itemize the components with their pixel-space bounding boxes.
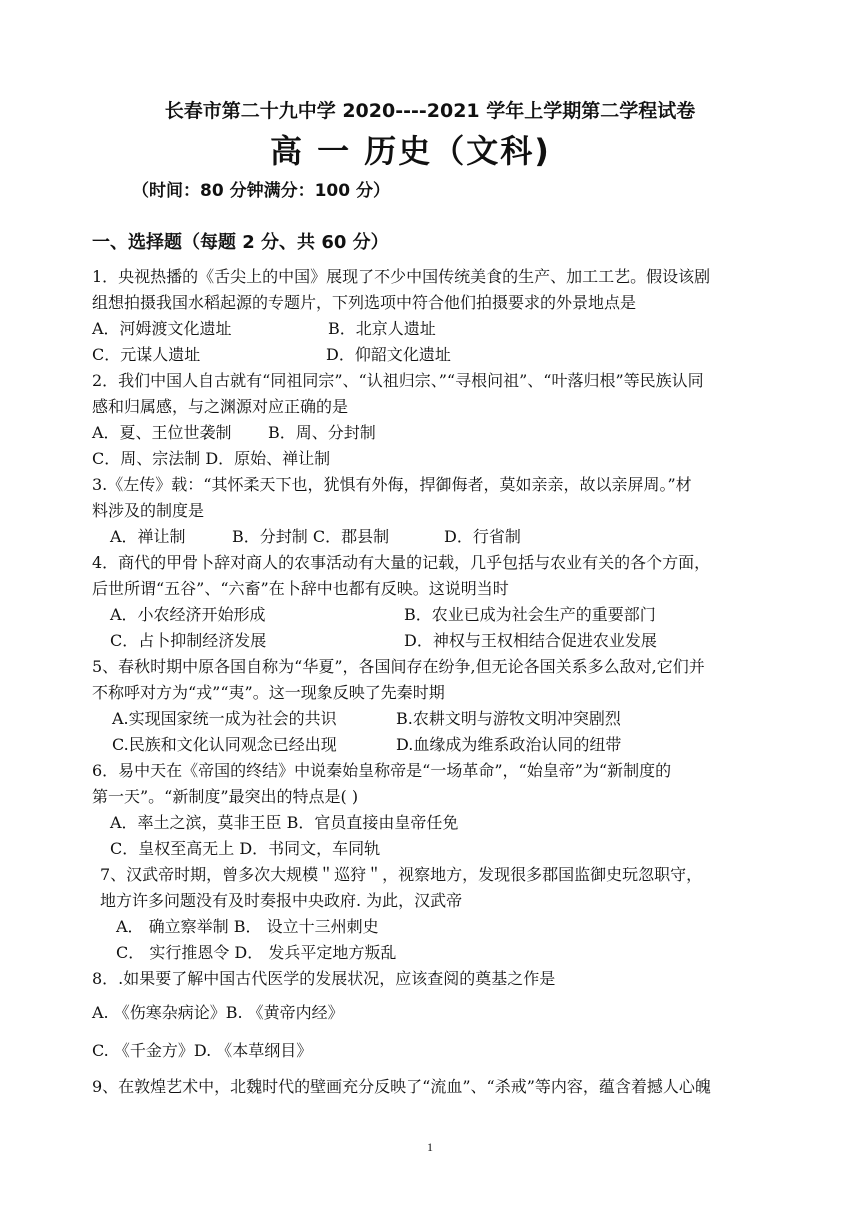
question-3-option-a: A．禅让制 [110, 527, 186, 546]
question-4-line-2: 后世所谓“五谷”、“六畜”在卜辞中也都有反映。这说明当时 [92, 579, 509, 598]
school-header: 长春市第二十九中学 2020----2021 学年上学期第二学程试卷 [164, 100, 696, 122]
question-4-option-d: D．神权与王权相结合促进农业发展 [404, 631, 657, 650]
exam-title: 高 一 历史（文科) [270, 132, 551, 170]
question-4-line-1: 4．商代的甲骨卜辞对商人的农事活动有大量的记载，几乎包括与农业有关的各个方面， [92, 553, 711, 572]
question-5-option-a: A.实现国家统一成为社会的共识 [112, 709, 337, 728]
question-6-option-ab: A．率土之滨，莫非王臣 B．官员直接由皇帝任免 [110, 813, 459, 832]
question-3-line-1: 3.《左传》载：“其怀柔天下也，犹惧有外侮，捍御侮者，莫如亲亲，故以亲屏周。”材 [92, 475, 692, 494]
question-3-option-bc: B．分封制 C．郡县制 [232, 527, 390, 546]
question-2-option-b: B．周、分封制 [268, 423, 376, 442]
question-1-option-d: D．仰韶文化遗址 [326, 345, 451, 364]
question-1-line-2: 组想拍摄我国水稻起源的专题片，下列选项中符合他们拍摄要求的外景地点是 [92, 293, 637, 312]
question-5-option-d: D.血缘成为维系政治认同的纽带 [396, 735, 622, 754]
section-title: 一、选择题（每题 2 分、共 60 分） [92, 232, 389, 253]
question-9-line-1: 9、在敦煌艺术中，北魏时代的壁画充分反映了“流血”、“杀戒”等内容，蕴含着撼人心魄 [92, 1077, 711, 1096]
question-5-option-b: B.农耕文明与游牧文明冲突剧烈 [396, 709, 621, 728]
question-2-line-2: 感和归属感，与之渊源对应正确的是 [92, 397, 349, 416]
question-6-line-1: 6．易中天在《帝国的终结》中说秦始皇称帝是“一场革命”，“始皇帝”为“新制度的 [92, 761, 672, 780]
question-2-option-a: A．夏、王位世袭制 [92, 423, 232, 442]
question-7-line-1: 7、汉武帝时期，曾多次大规模＂巡狩＂，视察地方，发现很多郡国监御史玩忽职守， [100, 865, 703, 884]
question-2-line-1: 2．我们中国人自古就有“同祖同宗”、“认祖归宗、”“寻根问祖”、“叶落归根”等民族认同 [92, 371, 704, 390]
question-1-option-c: C．元谋人遗址 [92, 345, 201, 364]
question-1-option-b: B．北京人遗址 [328, 319, 436, 338]
question-7-line-2: 地方许多问题没有及时奏报中央政府. 为此，汉武帝 [100, 891, 463, 910]
question-5-option-c: C.民族和文化认同观念已经出现 [112, 735, 337, 754]
question-4-option-a: A．小农经济开始形成 [110, 605, 266, 624]
question-1-line-1: 1．央视热播的《舌尖上的中国》展现了不少中国传统美食的生产、加工工艺。假设该剧 [92, 267, 711, 286]
question-5-line-1: 5、春秋时期中原各国自称为“华夏”，各国间存在纷争,但无论各国关系多么敌对,它们并 [92, 657, 705, 676]
question-5-line-2: 不称呼对方为“戎”“夷”。这一现象反映了先秦时期 [92, 683, 445, 702]
question-6-line-2: 第一天”。“新制度”最突出的特点是( ) [92, 787, 359, 806]
question-8-line-1: 8．.如果要了解中国古代医学的发展状况，应该查阅的奠基之作是 [92, 969, 556, 988]
question-2-option-cd: C．周、宗法制 D．原始、禅让制 [92, 449, 331, 468]
question-1-option-a: A．河姆渡文化遗址 [92, 319, 232, 338]
question-8-option-cd: C. 《千金方》D. 《本草纲目》 [92, 1041, 313, 1060]
question-6-option-cd: C．皇权至高无上 D．书同文，车同轨 [110, 839, 381, 858]
page-number: 1 [427, 1140, 433, 1154]
exam-time: （时间：80 分钟满分：100 分） [132, 181, 390, 201]
question-4-option-c: C．占卜抑制经济发展 [110, 631, 267, 650]
question-7-option-ab: A． 确立察举制 B． 设立十三州刺史 [116, 917, 379, 936]
question-4-option-b: B．农业已成为社会生产的重要部门 [404, 605, 656, 624]
question-8-option-ab: A. 《伤寒杂病论》B. 《黄帝内经》 [92, 1003, 344, 1022]
question-3-line-2: 料涉及的制度是 [92, 501, 205, 520]
question-7-option-cd: C． 实行推恩令 D． 发兵平定地方叛乱 [116, 943, 397, 962]
question-3-option-d: D．行省制 [444, 527, 521, 546]
